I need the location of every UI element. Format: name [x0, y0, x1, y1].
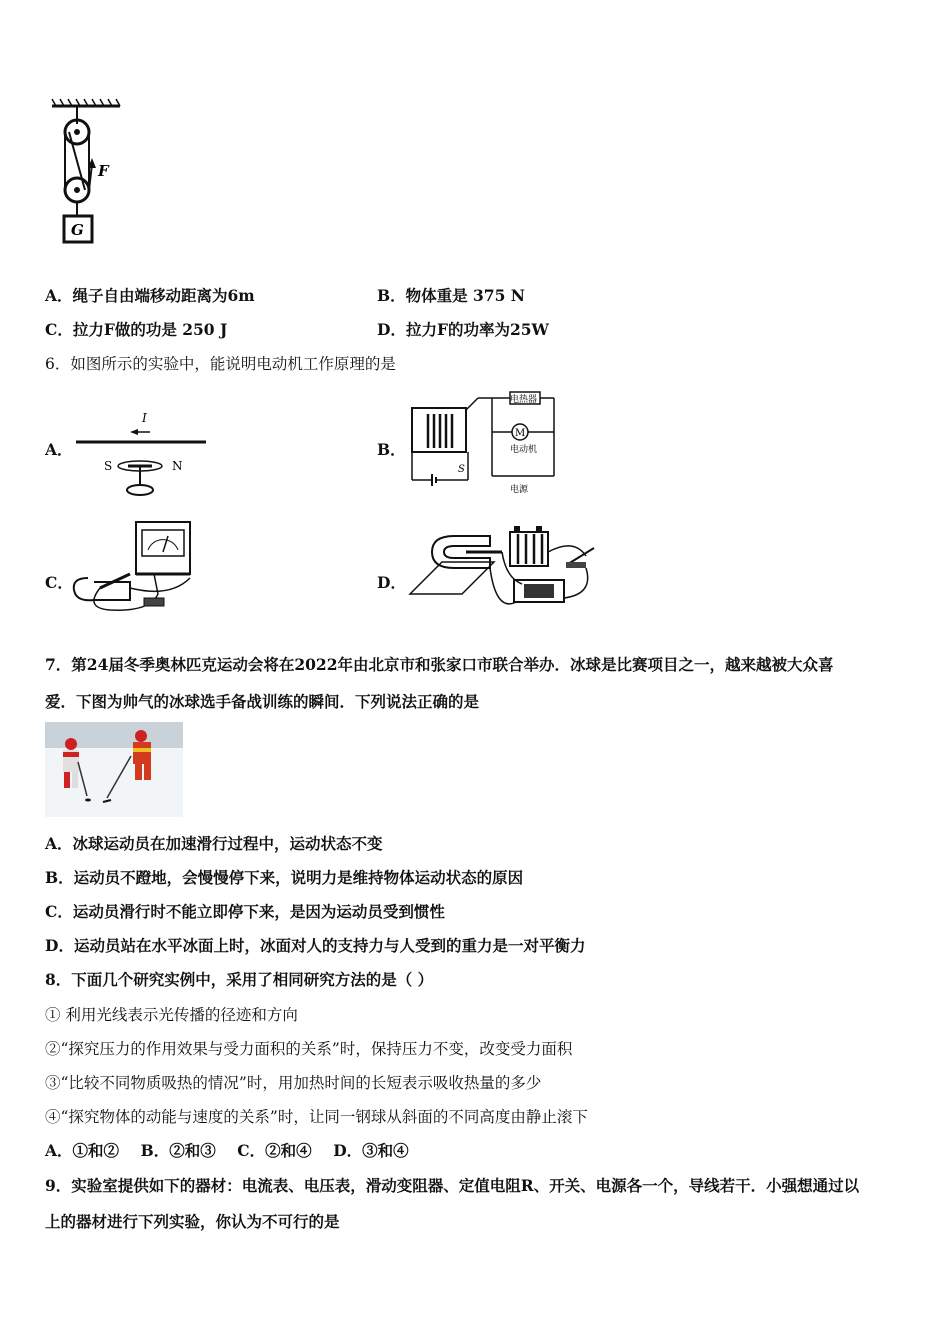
q6-label-b: B．: [377, 440, 406, 459]
question-7-stem-line2: 爱．下图为帅气的冰球选手备战训练的瞬间．下列说法正确的是: [45, 692, 480, 711]
current-label: I: [142, 411, 147, 425]
north-pole-label: N: [172, 459, 183, 473]
q8-answer-options: A．①和② B．②和③ C．②和④ D．③和④: [45, 1141, 409, 1160]
switch-label: S: [458, 464, 465, 475]
option-b: B．物体重是 375 N: [377, 286, 525, 305]
q7-option-c: C．运动员滑行时不能立即停下来，是因为运动员受到惯性: [45, 902, 445, 921]
question-8-stem: 8．下面几个研究实例中，采用了相同研究方法的是（ ）: [45, 970, 434, 989]
q8-item-4: ④“探究物体的动能与速度的关系”时，让同一钢球从斜面的不同高度由静止滚下: [45, 1108, 588, 1126]
relay-circuit-figure: [406, 388, 558, 496]
option-c: C．拉力F做的功是 250 J: [45, 320, 228, 339]
force-label: F: [98, 162, 109, 180]
motor-label: 电动机: [510, 445, 538, 455]
q8-item-1: ① 利用光线表示光传播的径迹和方向: [45, 1006, 298, 1024]
q7-option-d: D．运动员站在水平冰面上时，冰面对人的支持力与人受到的重力是一对平衡力: [45, 936, 586, 955]
option-a: A．绳子自由端移动距离为6m: [45, 286, 255, 305]
galvanometer-figure: [70, 518, 198, 616]
weight-label: G: [71, 221, 84, 239]
question-9-stem-line2: 上的器材进行下列实验，你认为不可行的是: [45, 1212, 340, 1231]
question-7-stem-line1: 7．第24届冬季奥林匹克运动会将在2022年由北京市和张家口市联合举办．冰球是比赛项目之一，越来越被大众喜: [45, 655, 834, 674]
south-pole-label: S: [104, 459, 113, 473]
q6-label-d: D．: [377, 573, 406, 592]
q6-label-c: C．: [45, 573, 73, 592]
q7-option-b: B．运动员不蹬地，会慢慢停下来，说明力是维持物体运动状态的原因: [45, 868, 524, 887]
q6-label-a: A．: [45, 440, 73, 459]
power-source-label: 电源: [510, 485, 529, 495]
question-6-stem: 6．如图所示的实验中，能说明电动机工作原理的是: [45, 355, 396, 373]
pulley-figure: [40, 96, 140, 256]
option-d: D．拉力F的功率为25W: [377, 320, 549, 339]
motor-symbol: M: [515, 428, 526, 439]
question-9-stem-line1: 9．实验室提供如下的器材：电流表、电压表，滑动变阻器、定值电阻R、开关、电源各一个，导线若干．小强想通过以: [45, 1176, 860, 1195]
motor-experiment-figure: [404, 518, 600, 618]
q8-item-2: ②“探究压力的作用效果与受力面积的关系”时，保持压力不变，改变受力面积: [45, 1040, 573, 1058]
oersted-figure: [72, 408, 212, 500]
q8-item-3: ③“比较不同物质吸热的情况”时，用加热时间的长短表示吸收热量的多少: [45, 1074, 542, 1092]
ice-hockey-photo: [45, 722, 183, 817]
q7-option-a: A．冰球运动员在加速滑行过程中，运动状态不变: [45, 834, 383, 853]
heater-label: 电热器: [510, 395, 538, 405]
